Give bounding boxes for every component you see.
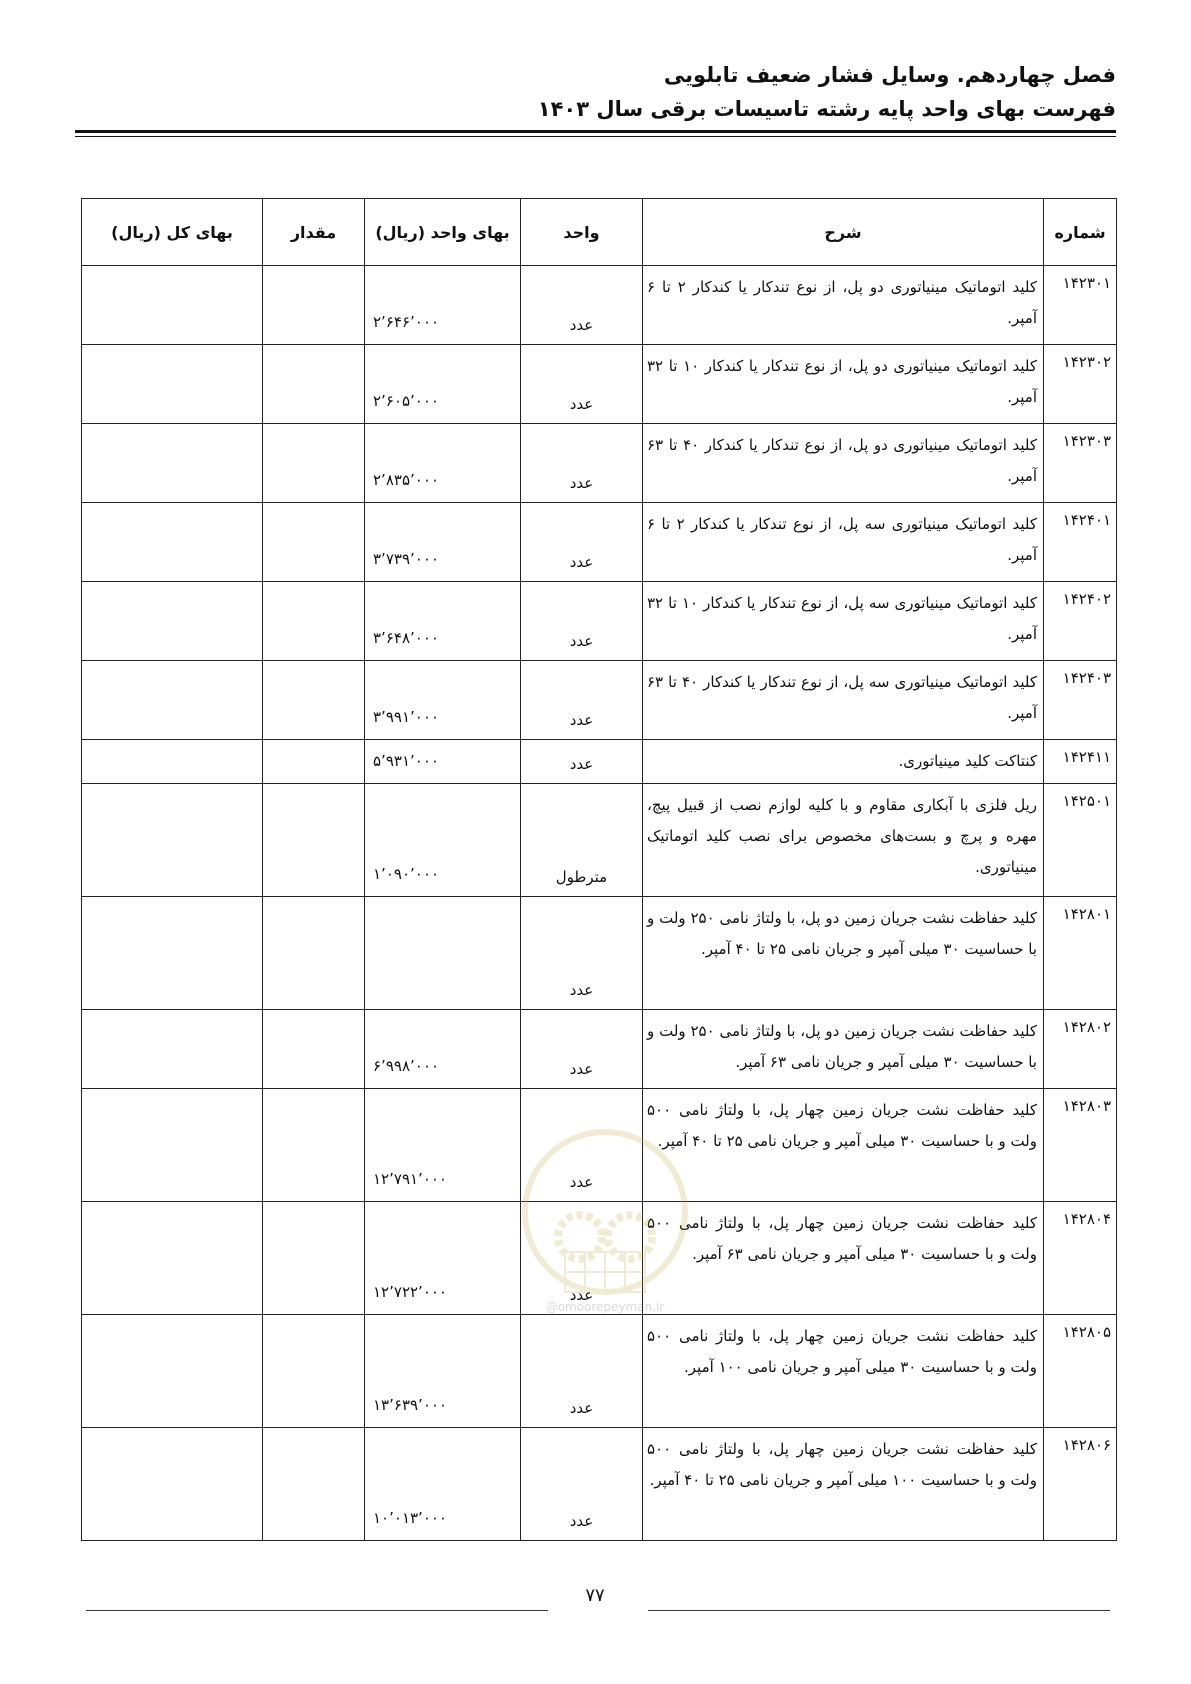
row-total-price bbox=[82, 1315, 263, 1428]
row-quantity bbox=[263, 1089, 365, 1202]
row-quantity bbox=[263, 1010, 365, 1089]
row-total-price bbox=[82, 661, 263, 740]
row-total-price bbox=[82, 740, 263, 784]
row-quantity bbox=[263, 897, 365, 1010]
footer-rule-right bbox=[648, 1610, 1110, 1611]
table-header-row bbox=[82, 199, 1117, 266]
table-row bbox=[82, 582, 1117, 661]
row-total-price bbox=[82, 897, 263, 1010]
row-unit: عدد bbox=[521, 345, 643, 424]
row-total-price bbox=[82, 582, 263, 661]
row-quantity bbox=[263, 582, 365, 661]
row-code: ۱۴۲۳۰۲ bbox=[1044, 345, 1117, 424]
column-header-total-price: بهای کل (ریال) bbox=[82, 199, 263, 266]
row-unit-price: ۳٬۶۴۸٬۰۰۰ bbox=[365, 582, 521, 661]
row-quantity bbox=[263, 266, 365, 345]
row-unit-price: ۱۲٬۷۲۲٬۰۰۰ bbox=[365, 1202, 521, 1315]
table-row bbox=[82, 1010, 1117, 1089]
row-unit: عدد bbox=[521, 1315, 643, 1428]
watermark-text: @omoorepeyman.ir bbox=[545, 1300, 665, 1314]
row-unit: عدد bbox=[521, 266, 643, 345]
table-row bbox=[82, 740, 1117, 784]
row-quantity bbox=[263, 503, 365, 582]
row-unit: مترطول bbox=[521, 784, 643, 897]
row-unit: عدد bbox=[521, 740, 643, 784]
row-unit: عدد bbox=[521, 661, 643, 740]
row-code: ۱۴۲۳۰۱ bbox=[1044, 266, 1117, 345]
row-code: ۱۴۲۸۰۲ bbox=[1044, 1010, 1117, 1089]
row-code: ۱۴۲۸۰۱ bbox=[1044, 897, 1117, 1010]
table-row bbox=[82, 424, 1117, 503]
row-quantity bbox=[263, 784, 365, 897]
row-unit-price bbox=[365, 897, 521, 1010]
header-rule-thick bbox=[75, 130, 1116, 133]
row-total-price bbox=[82, 503, 263, 582]
row-description: کلید حفاظت نشت جریان زمین چهار پل، با ولتاژ نامی ۵۰۰ ولت و با حساسیت ۳۰ میلی آمپر و جریان نامی ۲۵ تا ۴۰ آمپر. bbox=[643, 1089, 1044, 1202]
row-total-price bbox=[82, 1010, 263, 1089]
row-quantity bbox=[263, 345, 365, 424]
row-quantity bbox=[263, 1315, 365, 1428]
row-unit-price: ۳٬۷۳۹٬۰۰۰ bbox=[365, 503, 521, 582]
row-quantity bbox=[263, 661, 365, 740]
row-total-price bbox=[82, 345, 263, 424]
row-code: ۱۴۲۴۱۱ bbox=[1044, 740, 1117, 784]
table-row bbox=[82, 345, 1117, 424]
column-header-unit-price: بهای واحد (ریال) bbox=[365, 199, 521, 266]
row-unit: عدد bbox=[521, 1428, 643, 1541]
row-code: ۱۴۲۳۰۳ bbox=[1044, 424, 1117, 503]
column-header-code: شماره bbox=[1044, 199, 1117, 266]
document-title: فهرست بهای واحد پایه رشته تاسیسات برقی سال ۱۴۰۳ bbox=[537, 97, 1116, 121]
row-description: کلید حفاظت نشت جریان زمین دو پل، با ولتاژ نامی ۲۵۰ ولت و با حساسیت ۳۰ میلی آمپر و جریان نامی ۶۳ آمپر. bbox=[643, 1010, 1044, 1089]
row-unit: عدد bbox=[521, 897, 643, 1010]
table-row bbox=[82, 266, 1117, 345]
table-row bbox=[82, 661, 1117, 740]
page-header bbox=[56, 58, 1116, 126]
row-description: کلید اتوماتیک مینیاتوری دو پل، از نوع تندکار یا کندکار ۱۰ تا ۳۲ آمپر. bbox=[643, 345, 1044, 424]
row-unit-price: ۵٬۹۳۱٬۰۰۰ bbox=[365, 740, 521, 784]
row-description: کلید اتوماتیک مینیاتوری سه پل، از نوع تندکار یا کندکار ۲ تا ۶ آمپر. bbox=[643, 503, 1044, 582]
column-header-quantity: مقدار bbox=[263, 199, 365, 266]
row-unit-price: ۲٬۶۴۶٬۰۰۰ bbox=[365, 266, 521, 345]
row-total-price bbox=[82, 424, 263, 503]
row-unit: عدد bbox=[521, 1089, 643, 1202]
row-unit: عدد bbox=[521, 424, 643, 503]
header-rule-thin bbox=[75, 136, 1116, 137]
row-quantity bbox=[263, 1202, 365, 1315]
table-row bbox=[82, 1202, 1117, 1315]
row-code: ۱۴۲۸۰۵ bbox=[1044, 1315, 1117, 1428]
row-unit-price: ۳٬۹۹۱٬۰۰۰ bbox=[365, 661, 521, 740]
row-total-price bbox=[82, 1089, 263, 1202]
row-unit-price: ۱۰٬۰۱۳٬۰۰۰ bbox=[365, 1428, 521, 1541]
row-description: کلید اتوماتیک مینیاتوری سه پل، از نوع تندکار یا کندکار ۴۰ تا ۶۳ آمپر. bbox=[643, 661, 1044, 740]
row-description: کلید اتوماتیک مینیاتوری دو پل، از نوع تندکار یا کندکار ۲ تا ۶ آمپر. bbox=[643, 266, 1044, 345]
row-unit: عدد bbox=[521, 503, 643, 582]
table-row bbox=[82, 503, 1117, 582]
row-quantity bbox=[263, 424, 365, 503]
table-row bbox=[82, 1428, 1117, 1541]
row-unit-price: ۱٬۰۹۰٬۰۰۰ bbox=[365, 784, 521, 897]
row-code: ۱۴۲۴۰۲ bbox=[1044, 582, 1117, 661]
row-total-price bbox=[82, 1428, 263, 1541]
table-row bbox=[82, 784, 1117, 897]
row-description: ریل فلزی با آبکاری مقاوم و با کلیه لوازم نصب از قبیل پیچ، مهره و پرچ و بست‌های مخصوص برای نصب کلید اتوماتیک مینیاتوری. bbox=[643, 784, 1044, 897]
row-code: ۱۴۲۵۰۱ bbox=[1044, 784, 1117, 897]
row-code: ۱۴۲۸۰۴ bbox=[1044, 1202, 1117, 1315]
row-unit: عدد bbox=[521, 582, 643, 661]
row-unit: عدد bbox=[521, 1010, 643, 1089]
table-row bbox=[82, 1315, 1117, 1428]
row-description: کلید حفاظت نشت جریان زمین چهار پل، با ولتاژ نامی ۵۰۰ ولت و با حساسیت ۳۰ میلی آمپر و جریان نامی ۶۳ آمپر. bbox=[643, 1202, 1044, 1315]
row-code: ۱۴۲۸۰۶ bbox=[1044, 1428, 1117, 1541]
row-unit-price: ۱۳٬۶۳۹٬۰۰۰ bbox=[365, 1315, 521, 1428]
chapter-title: فصل چهاردهم. وسایل فشار ضعیف تابلویی bbox=[663, 63, 1116, 87]
row-quantity bbox=[263, 740, 365, 784]
row-description: کنتاکت کلید مینیاتوری. bbox=[643, 740, 1044, 784]
row-unit-price: ۲٬۶۰۵٬۰۰۰ bbox=[365, 345, 521, 424]
row-unit-price: ۶٬۹۹۸٬۰۰۰ bbox=[365, 1010, 521, 1089]
row-unit: عدد bbox=[521, 1202, 643, 1315]
row-total-price bbox=[82, 784, 263, 897]
row-total-price bbox=[82, 1202, 263, 1315]
row-unit-price: ۲٬۸۳۵٬۰۰۰ bbox=[365, 424, 521, 503]
footer-rule-left bbox=[86, 1610, 548, 1611]
row-description: کلید اتوماتیک مینیاتوری دو پل، از نوع تندکار یا کندکار ۴۰ تا ۶۳ آمپر. bbox=[643, 424, 1044, 503]
row-code: ۱۴۲۸۰۳ bbox=[1044, 1089, 1117, 1202]
row-description: کلید اتوماتیک مینیاتوری سه پل، از نوع تندکار یا کندکار ۱۰ تا ۳۲ آمپر. bbox=[643, 582, 1044, 661]
row-unit-price: ۱۲٬۷۹۱٬۰۰۰ bbox=[365, 1089, 521, 1202]
row-code: ۱۴۲۴۰۳ bbox=[1044, 661, 1117, 740]
row-code: ۱۴۲۴۰۱ bbox=[1044, 503, 1117, 582]
row-description: کلید حفاظت نشت جریان زمین چهار پل، با ولتاژ نامی ۵۰۰ ولت و با حساسیت ۱۰۰ میلی آمپر و جریان نامی ۲۵ تا ۴۰ آمپر. bbox=[643, 1428, 1044, 1541]
column-header-description: شرح bbox=[643, 199, 1044, 266]
table-row bbox=[82, 897, 1117, 1010]
row-description: کلید حفاظت نشت جریان زمین دو پل، با ولتاژ نامی ۲۵۰ ولت و با حساسیت ۳۰ میلی آمپر و جریان نامی ۲۵ تا ۴۰ آمپر. bbox=[643, 897, 1044, 1010]
row-description: کلید حفاظت نشت جریان زمین چهار پل، با ولتاژ نامی ۵۰۰ ولت و با حساسیت ۳۰ میلی آمپر و جریان نامی ۱۰۰ آمپر. bbox=[643, 1315, 1044, 1428]
row-quantity bbox=[263, 1428, 365, 1541]
price-table bbox=[81, 198, 1117, 1541]
page-number: ۷۷ bbox=[585, 1585, 605, 1606]
column-header-unit: واحد bbox=[521, 199, 643, 266]
table-row bbox=[82, 1089, 1117, 1202]
row-total-price bbox=[82, 266, 263, 345]
